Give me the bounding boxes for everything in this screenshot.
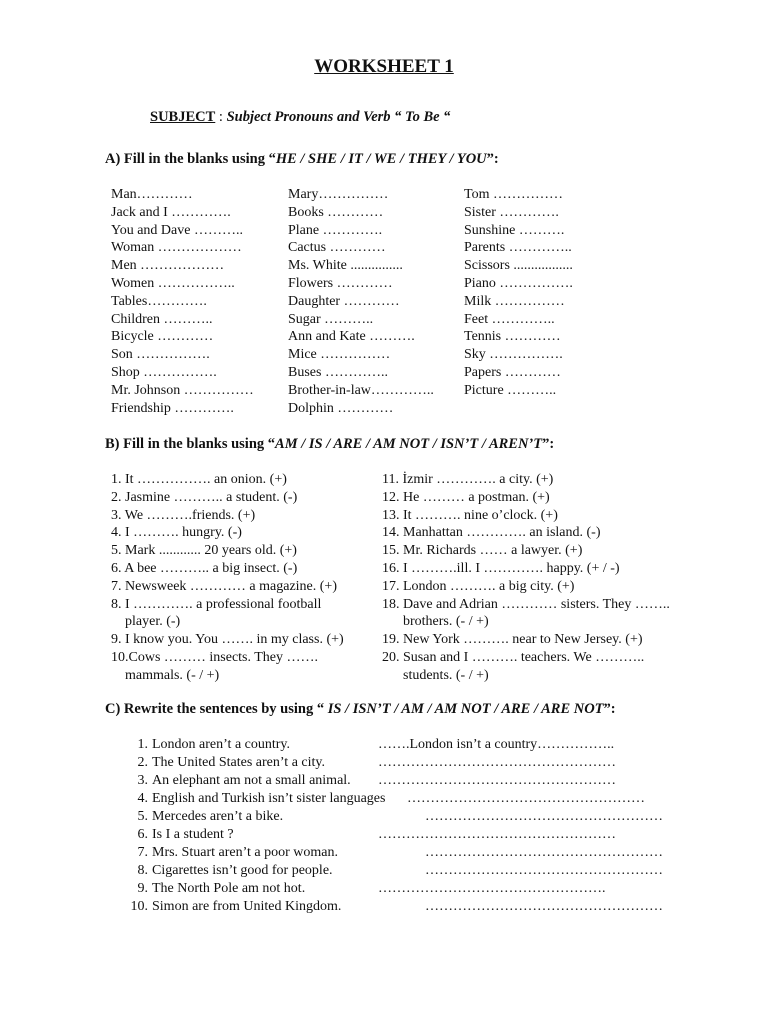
worksheet-title: WORKSHEET 1 [314, 56, 454, 77]
word-blank-item: Bicycle ………… [111, 329, 214, 345]
sentence-item: 2. Jasmine ……….. a student. (-) [111, 489, 298, 505]
item-number: 5. [137, 809, 148, 824]
sentence-item: 6. A bee ……….. a big insect. (-) [111, 561, 298, 576]
incorrect-sentence: The United States aren’t a city. [152, 755, 325, 770]
item-number: 8. [137, 863, 148, 878]
word-blank-item: Man………… [111, 187, 193, 202]
sentence-item: 19. New York ………. near to New Jersey. (+) [382, 632, 643, 648]
sentence-item: 4. I ………. hungry. (-) [111, 525, 242, 541]
subject-value: Subject Pronouns and Verb “ To Be “ [226, 109, 451, 125]
item-number: 1. [137, 737, 148, 752]
incorrect-sentence: Is I a student ? [152, 827, 234, 842]
answer-line: …………………………………………… [378, 773, 616, 788]
section-a-heading-text: A) Fill in the blanks using “ [105, 151, 276, 167]
word-blank-item: Books ………… [288, 204, 384, 220]
word-blank-item: Flowers ………… [288, 276, 393, 291]
subject-separator: : [215, 109, 227, 125]
incorrect-sentence: Mrs. Stuart aren’t a poor woman. [152, 845, 338, 860]
word-blank-item: Son ……………. [111, 347, 210, 363]
word-blank-item: Tables…………. [111, 293, 207, 309]
word-blank-item: Ms. White ............... [288, 258, 403, 274]
section-b-heading [105, 436, 554, 453]
item-number: 2. [137, 755, 148, 770]
sentence-item: 16. I ……….ill. I …………. happy. (+ / -) [382, 561, 620, 576]
section-c-heading-end: ”: [603, 701, 616, 717]
word-blank-item: Sister …………. [464, 204, 559, 220]
sentence-item: 17. London ………. a big city. (+) [382, 578, 575, 594]
section-b-heading-text: B) Fill in the blanks using “ [105, 436, 276, 452]
sentence-item: 1. It ……………. an onion. (+) [111, 472, 287, 487]
word-blank-item: Brother-in-law………….. [288, 382, 434, 398]
word-blank-item: Tennis ………… [464, 329, 561, 345]
word-blank-item: Mice …………… [288, 347, 391, 363]
item-number: 10. [130, 899, 148, 914]
word-blank-item: Piano ……………. [464, 276, 573, 291]
word-blank-item: Plane …………. [288, 222, 383, 238]
incorrect-sentence: London aren’t a country. [152, 737, 291, 752]
word-blank-item: Shop ……………. [111, 365, 217, 380]
sentence-item: 9. I know you. You ……. in my class. (+) [111, 632, 344, 648]
incorrect-sentence: English and Turkish isn’t sister languages [152, 791, 386, 806]
word-blank-item: Dolphin ………… [288, 400, 394, 416]
item-number: 6. [137, 827, 148, 842]
sentence-item: 18. Dave and Adrian ………… sisters. They …….. [382, 596, 670, 612]
answer-line: …………………………………………. [378, 881, 606, 896]
section-b-options: AM / IS / ARE / AM NOT / ISN’T / AREN’T [275, 436, 543, 452]
section-c-heading-text: C) Rewrite the sentences by using “ [105, 701, 328, 717]
subject-line [150, 109, 450, 126]
word-blank-item: Jack and I …………. [111, 204, 231, 220]
answer-line: …………………………………………… [425, 899, 663, 914]
word-blank-item: Buses ………….. [288, 365, 388, 380]
word-blank-item: Feet ………….. [464, 311, 555, 327]
incorrect-sentence: The North Pole am not hot. [152, 881, 306, 896]
sentence-item: 13. It ………. nine o’clock. (+) [382, 507, 558, 523]
item-number: 7. [137, 845, 148, 860]
word-blank-item: Tom …………… [464, 187, 563, 202]
word-blank-item: Woman ……………… [111, 240, 242, 256]
word-blank-item: Ann and Kate ………. [288, 329, 415, 345]
answer-line: …………………………………………… [425, 863, 663, 878]
word-blank-item: Women …………….. [111, 276, 235, 291]
word-blank-item: Sunshine ………. [464, 222, 565, 238]
answer-line: …………………………………………… [378, 755, 616, 770]
word-blank-item: Picture ……….. [464, 382, 557, 398]
item-number: 3. [137, 773, 148, 788]
word-blank-item: Friendship …………. [111, 400, 234, 416]
word-blank-item: Daughter ………… [288, 293, 400, 309]
word-blank-item: Papers ………… [464, 365, 561, 380]
sentence-item: 10.Cows ……… insects. They ……. [111, 650, 319, 665]
sentence-item: 15. Mr. Richards …… a lawyer. (+) [382, 543, 583, 559]
word-blank-item: You and Dave ……….. [111, 222, 243, 238]
subject-label: SUBJECT [150, 109, 216, 125]
incorrect-sentence: Cigarettes isn’t good for people. [152, 863, 333, 878]
word-blank-item: Men ……………… [111, 258, 225, 274]
section-b-heading-end: ”: [542, 436, 555, 452]
item-number: 4. [137, 791, 148, 806]
answer-line: …….London isn’t a country…………….. [378, 737, 615, 752]
incorrect-sentence: An elephant am not a small animal. [152, 773, 351, 788]
sentence-item: brothers. (- / +) [382, 614, 489, 630]
word-blank-item: Parents ………….. [464, 240, 572, 256]
answer-line: …………………………………………… [378, 827, 616, 842]
section-a-heading-end: ”: [486, 151, 499, 167]
word-blank-item: Children ……….. [111, 311, 213, 327]
answer-line: …………………………………………… [425, 809, 663, 824]
answer-line: …………………………………………… [425, 845, 663, 860]
sentence-item: 11. İzmir …………. a city. (+) [382, 472, 554, 487]
sentence-item: 12. He ……… a postman. (+) [382, 489, 550, 505]
section-c-heading [105, 701, 616, 718]
word-blank-item: Cactus ………… [288, 240, 386, 256]
incorrect-sentence: Simon are from United Kingdom. [152, 899, 342, 914]
word-blank-item: Sugar ……….. [288, 311, 374, 327]
section-c-options: IS / ISN’T / AM / AM NOT / ARE / ARE NOT [327, 701, 604, 717]
word-blank-item: Sky ……………. [464, 347, 563, 363]
word-blank-item: Mary…………… [288, 187, 389, 202]
sentence-item: 3. We ……….friends. (+) [111, 507, 256, 523]
sentence-item: 14. Manhattan …………. an island. (-) [382, 525, 601, 541]
word-blank-item: Mr. Johnson …………… [111, 382, 254, 398]
item-number: 9. [137, 881, 148, 896]
answer-line: …………………………………………… [407, 791, 645, 806]
sentence-item: player. (-) [111, 614, 181, 630]
sentence-item: students. (- / +) [382, 667, 489, 683]
section-a-heading [105, 151, 499, 168]
sentence-item: 7. Newsweek ………… a magazine. (+) [111, 578, 337, 594]
word-blank-item: Milk …………… [464, 293, 565, 309]
sentence-item: 5. Mark ............ 20 years old. (+) [111, 543, 297, 559]
word-blank-item: Scissors ................. [464, 258, 573, 274]
sentence-item: mammals. (- / +) [111, 667, 220, 683]
section-a-options: HE / SHE / IT / WE / THEY / YOU [275, 151, 487, 167]
sentence-item: 20. Susan and I ………. teachers. We ……….. [382, 650, 645, 665]
incorrect-sentence: Mercedes aren’t a bike. [152, 809, 284, 824]
sentence-item: 8. I …………. a professional football [111, 596, 322, 612]
